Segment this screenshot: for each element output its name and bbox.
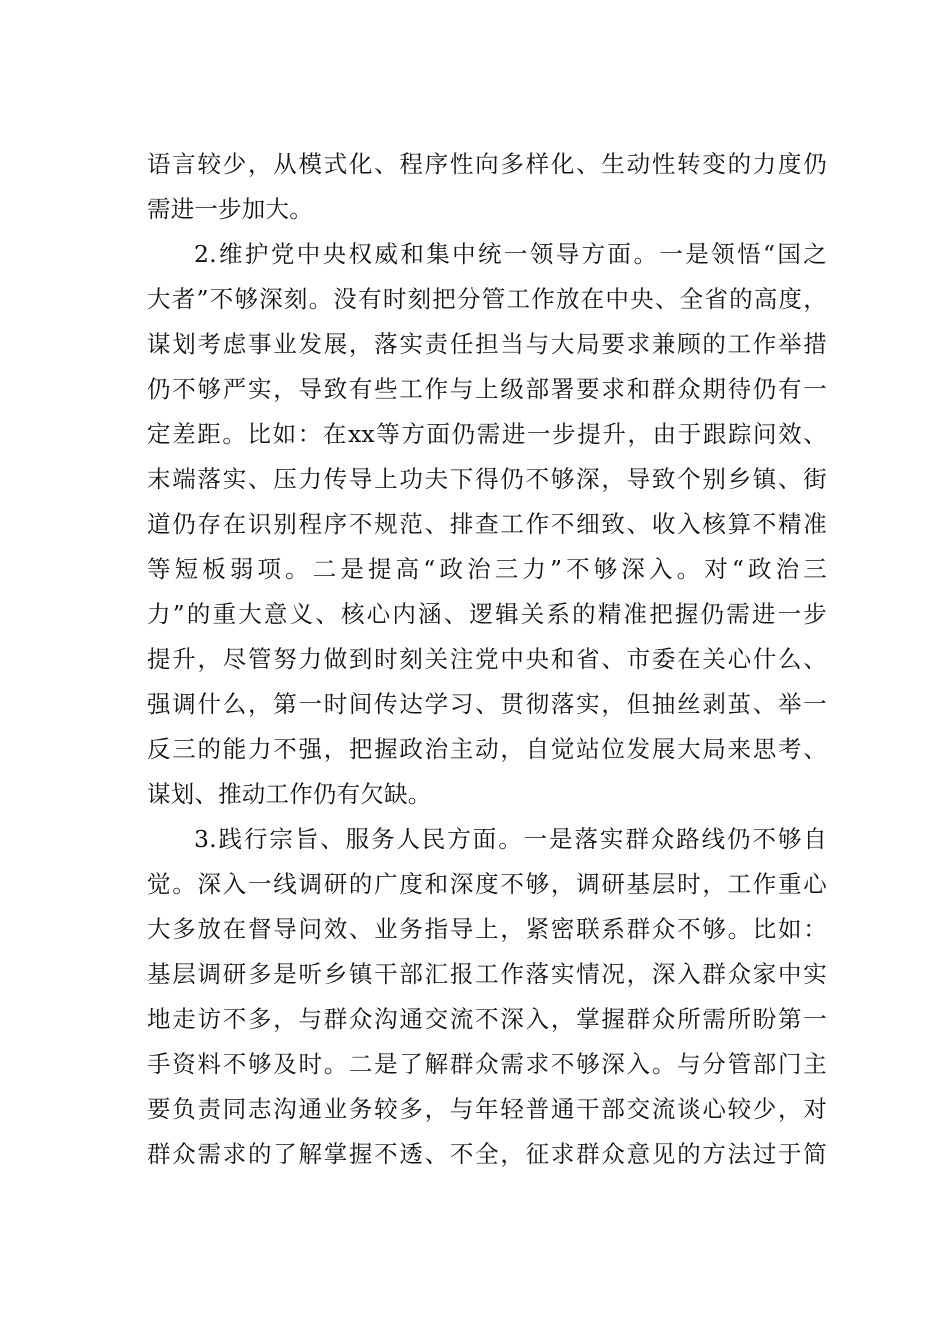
- text-line: 大者”不够深刻。没有时刻把分管工作放在中央、全省的高度，: [147, 285, 827, 313]
- text-line: 3.践行宗旨、服务人民方面。一是落实群众路线仍不够自: [194, 825, 827, 853]
- text-line: 要负责同志沟通业务较多，与年轻普通干部交流谈心较少，对: [147, 1095, 827, 1123]
- text-line: 提升，尽管努力做到时刻关注党中央和省、市委在关心什么、: [147, 645, 827, 673]
- text-line: 觉。深入一线调研的广度和深度不够，调研基层时，工作重心: [147, 870, 827, 898]
- text-line: 强调什么，第一时间传达学习、贯彻落实，但抽丝剥茧、举一: [147, 690, 827, 718]
- text-line: 地走访不多，与群众沟通交流不深入，掌握群众所需所盼第一: [147, 1005, 827, 1033]
- text-line: 反三的能力不强，把握政治主动，自觉站位发展大局来思考、: [147, 735, 827, 763]
- paragraph-continuation: [147, 142, 827, 232]
- document-body: [147, 142, 827, 1177]
- text-line: 力”的重大意义、核心内涵、逻辑关系的精准把握仍需进一步: [147, 600, 827, 628]
- text-line: 2.维护党中央权威和集中统一领导方面。一是领悟“国之: [194, 240, 827, 268]
- text-line: 基层调研多是听乡镇干部汇报工作落实情况，深入群众家中实: [147, 960, 827, 988]
- text-line: 大多放在督导问效、业务指导上，紧密联系群众不够。比如：: [147, 915, 827, 943]
- text-line: 道仍存在识别程序不规范、排查工作不细致、收入核算不精准: [147, 510, 827, 538]
- text-line: 等短板弱项。二是提高“政治三力”不够深入。对“政治三: [147, 555, 827, 583]
- paragraph-section-2: [147, 232, 827, 817]
- text-line: 末端落实、压力传导上功夫下得仍不够深，导致个别乡镇、街: [147, 465, 827, 493]
- text-line: 谋划考虑事业发展，落实责任担当与大局要求兼顾的工作举措: [147, 330, 827, 358]
- text-line: 谋划、推动工作仍有欠缺。: [147, 780, 432, 808]
- text-line: 定差距。比如：在xx等方面仍需进一步提升，由于跟踪问效、: [147, 420, 827, 448]
- text-line: 仍不够严实，导致有些工作与上级部署要求和群众期待仍有一: [147, 375, 827, 403]
- text-line: 语言较少，从模式化、程序性向多样化、生动性转变的力度仍: [147, 150, 827, 178]
- text-line: 需进一步加大。: [147, 195, 313, 223]
- text-line: 群众需求的了解掌握不透、不全，征求群众意见的方法过于简: [147, 1140, 827, 1168]
- paragraph-section-3: [147, 817, 827, 1177]
- text-line: 手资料不够及时。二是了解群众需求不够深入。与分管部门主: [147, 1050, 827, 1078]
